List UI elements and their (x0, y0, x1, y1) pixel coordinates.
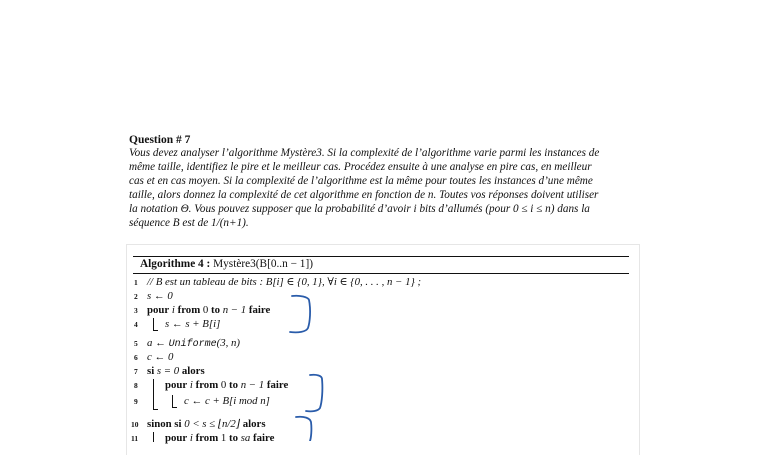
code-line-8: pour i from 0 to n − 1 faire (165, 379, 289, 391)
algorithm-header-rule (133, 273, 629, 274)
code-line-5: a ← Uniforme(3, n) (147, 337, 240, 350)
question-line: la notation Θ. Vous pouvez supposer que la probabilité d’avoir i bits d’allumés (pour 0 ≤ i ≤ n) dans la (129, 202, 590, 215)
code-line-10: sinon si 0 < s ≤ ⌊n/2⌋ alors (147, 418, 266, 430)
algorithm-top-rule (133, 256, 629, 257)
if-block-tick (153, 409, 158, 410)
question-line: séquence B est de 1/(n+1). (129, 216, 249, 229)
algorithm-label: Algorithme 4 : (140, 258, 211, 270)
inner-loop-bar (172, 395, 173, 407)
algorithm-name: Mystère3(B[0..n − 1]) (213, 258, 313, 270)
question-line: taille, alors donnez la complexité de cet algorithme en fonction de n. Toutes vos réponses doivent utiliser (129, 188, 599, 201)
code-line-9: c ← c + B[i mod n] (184, 395, 270, 407)
line-number: 9 (134, 397, 138, 406)
algorithm-header (140, 258, 313, 270)
code-line-11: pour i from 1 to sa faire (165, 432, 275, 444)
inner-loop-tick (172, 407, 177, 408)
code-line-6: c ← 0 (147, 351, 174, 363)
line-number: 6 (134, 353, 138, 362)
code-line-7: si s = 0 alors (147, 365, 205, 377)
line-number: 3 (134, 306, 138, 315)
line-number: 7 (134, 367, 138, 376)
question-line: même taille, identifiez le pire et le meilleur cas. Procédez ensuite à une analyse en pire cas, en meilleur (129, 160, 592, 173)
code-line-2: s ← 0 (147, 290, 173, 302)
question-title: Question # 7 (129, 134, 191, 146)
line-number: 4 (134, 320, 138, 329)
code-line-4: s ← s + B[i] (165, 318, 221, 330)
line-number: 5 (134, 339, 138, 348)
line-number: 8 (134, 381, 138, 390)
question-line: Vous devez analyser l’algorithme Mystère3. Si la complexité de l’algorithme varie parmi les instances de (129, 147, 600, 159)
code-line-3: pour i from 0 to n − 1 faire (147, 304, 271, 316)
if-block-bar (153, 379, 154, 409)
line-number: 1 (134, 278, 138, 287)
line-number: 2 (134, 292, 138, 301)
loop-block-bar (153, 318, 154, 330)
question-line: cas et en cas moyen. Si la complexité de l’algorithme est la même pour toutes les instances d’une même (129, 174, 593, 187)
loop-block-tick (153, 330, 158, 331)
code-line-1: // B est un tableau de bits : B[i] ∈ {0, 1}, ∀i ∈ {0, . . . , n − 1} ; (147, 276, 422, 288)
line-number: 10 (131, 420, 139, 429)
question-text (129, 147, 632, 230)
line-number: 11 (131, 434, 139, 443)
